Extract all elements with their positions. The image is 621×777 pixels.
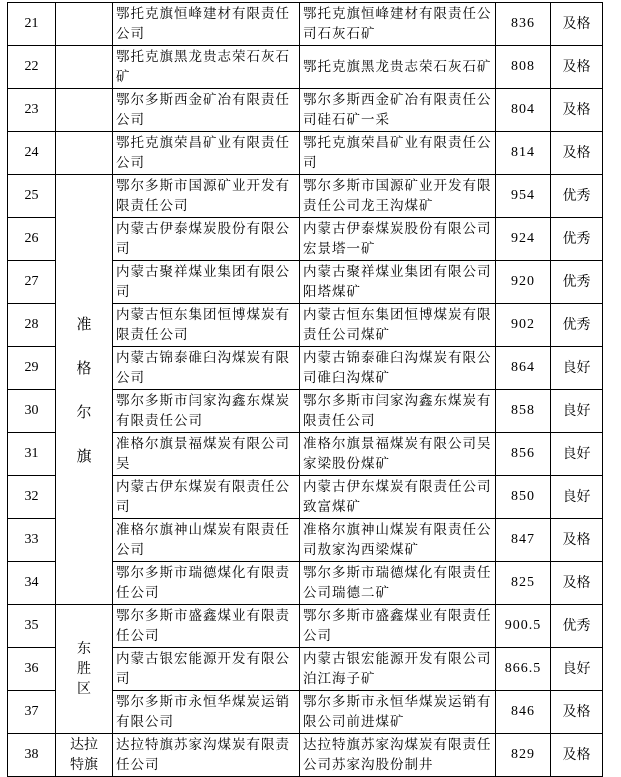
company-name: 准格尔旗景福煤炭有限公司吴: [113, 433, 300, 476]
mine-name: 内蒙古银宏能源开发有限公司泊江海子矿: [300, 648, 496, 691]
company-name: 鄂尔多斯西金矿冶有限责任公司: [113, 89, 300, 132]
score: 954: [496, 175, 551, 218]
region-cell: [56, 3, 113, 46]
mine-name: 鄂尔多斯市盛鑫煤业有限责任公司: [300, 605, 496, 648]
table-row: [8, 89, 603, 132]
region-label: 东胜区: [77, 641, 91, 697]
grade: 良好: [551, 648, 603, 691]
table-row: [8, 605, 603, 648]
grade: 优秀: [551, 218, 603, 261]
company-name: 内蒙古锦泰碓臼沟煤炭有限公司: [113, 347, 300, 390]
table-row: [8, 175, 603, 218]
score: 829: [496, 734, 551, 777]
row-number: 30: [8, 390, 56, 433]
score: 924: [496, 218, 551, 261]
company-name: 鄂托克旗恒峰建材有限责任公司: [113, 3, 300, 46]
score: 814: [496, 132, 551, 175]
table-row: [8, 132, 603, 175]
company-name: 鄂尔多斯市闫家沟鑫东煤炭有限责任公司: [113, 390, 300, 433]
grade: 及格: [551, 519, 603, 562]
grade: 及格: [551, 691, 603, 734]
row-number: 24: [8, 132, 56, 175]
grade: 优秀: [551, 261, 603, 304]
region-dongsheng: [56, 605, 113, 734]
company-name: 鄂尔多斯市永恒华煤炭运销有限公司: [113, 691, 300, 734]
mine-name: 内蒙古聚祥煤业集团有限公司阳塔煤矿: [300, 261, 496, 304]
mine-name: 鄂尔多斯西金矿冶有限责任公司硅石矿一采: [300, 89, 496, 132]
score: 856: [496, 433, 551, 476]
company-name: 鄂尔多斯市国源矿业开发有限责任公司: [113, 175, 300, 218]
mine-evaluation-table: [7, 2, 603, 777]
grade: 优秀: [551, 175, 603, 218]
row-number: 29: [8, 347, 56, 390]
score: 902: [496, 304, 551, 347]
mine-name: 内蒙古锦泰碓臼沟煤炭有限公司碓臼沟煤矿: [300, 347, 496, 390]
company-name: 鄂托克旗黑龙贵志荣石灰石矿: [113, 46, 300, 89]
score: 900.5: [496, 605, 551, 648]
score: 858: [496, 390, 551, 433]
company-name: 内蒙古恒东集团恒博煤炭有限责任公司: [113, 304, 300, 347]
score: 846: [496, 691, 551, 734]
grade: 及格: [551, 132, 603, 175]
region-zhungeer: [56, 175, 113, 605]
company-name: 内蒙古银宏能源开发有限公司: [113, 648, 300, 691]
grade: 及格: [551, 562, 603, 605]
mine-name: 鄂尔多斯市闫家沟鑫东煤炭有限责任公司: [300, 390, 496, 433]
grade: 良好: [551, 390, 603, 433]
mine-name: 鄂尔多斯市国源矿业开发有限责任公司龙王沟煤矿: [300, 175, 496, 218]
region-dalate: [56, 734, 113, 777]
mine-name: 鄂托克旗荣昌矿业有限责任公司: [300, 132, 496, 175]
row-number: 34: [8, 562, 56, 605]
region-cell: [56, 46, 113, 89]
grade: 良好: [551, 433, 603, 476]
region-cell: [56, 132, 113, 175]
row-number: 21: [8, 3, 56, 46]
score: 864: [496, 347, 551, 390]
company-name: 鄂托克旗荣昌矿业有限责任公司: [113, 132, 300, 175]
row-number: 35: [8, 605, 56, 648]
grade: 良好: [551, 347, 603, 390]
row-number: 33: [8, 519, 56, 562]
region-cell: [56, 89, 113, 132]
row-number: 22: [8, 46, 56, 89]
score: 920: [496, 261, 551, 304]
mine-name: 鄂尔多斯市瑞德煤化有限责任公司瑞德二矿: [300, 562, 496, 605]
company-name: 鄂尔多斯市盛鑫煤业有限责任公司: [113, 605, 300, 648]
grade: 及格: [551, 734, 603, 777]
score: 866.5: [496, 648, 551, 691]
row-number: 31: [8, 433, 56, 476]
grade: 优秀: [551, 304, 603, 347]
row-number: 28: [8, 304, 56, 347]
row-number: 23: [8, 89, 56, 132]
mine-name: 鄂托克旗黑龙贵志荣石灰石矿: [300, 46, 496, 89]
grade: 良好: [551, 476, 603, 519]
mine-name: 鄂尔多斯市永恒华煤炭运销有限公司前进煤矿: [300, 691, 496, 734]
row-number: 36: [8, 648, 56, 691]
company-name: 内蒙古伊泰煤炭股份有限公司: [113, 218, 300, 261]
score: 850: [496, 476, 551, 519]
row-number: 27: [8, 261, 56, 304]
table-row: [8, 734, 603, 777]
grade: 及格: [551, 89, 603, 132]
score: 808: [496, 46, 551, 89]
company-name: 准格尔旗神山煤炭有限责任公司: [113, 519, 300, 562]
mine-name: 内蒙古伊东煤炭有限责任公司致富煤矿: [300, 476, 496, 519]
table-row: [8, 46, 603, 89]
row-number: 32: [8, 476, 56, 519]
mine-name: 内蒙古恒东集团恒博煤炭有限责任公司煤矿: [300, 304, 496, 347]
row-number: 37: [8, 691, 56, 734]
region-label: 达拉特旗: [70, 737, 98, 773]
score: 847: [496, 519, 551, 562]
row-number: 38: [8, 734, 56, 777]
table-row: [8, 3, 603, 46]
mine-name: 内蒙古伊泰煤炭股份有限公司宏景塔一矿: [300, 218, 496, 261]
score: 825: [496, 562, 551, 605]
score: 836: [496, 3, 551, 46]
grade: 及格: [551, 3, 603, 46]
mine-name: 准格尔旗神山煤炭有限责任公司敖家沟西梁煤矿: [300, 519, 496, 562]
mine-name: 鄂托克旗恒峰建材有限责任公司石灰石矿: [300, 3, 496, 46]
company-name: 达拉特旗苏家沟煤炭有限责任公司: [113, 734, 300, 777]
grade: 及格: [551, 46, 603, 89]
row-number: 25: [8, 175, 56, 218]
mine-name: 达拉特旗苏家沟煤炭有限责任公司苏家沟股份制井: [300, 734, 496, 777]
grade: 优秀: [551, 605, 603, 648]
company-name: 内蒙古伊东煤炭有限责任公司: [113, 476, 300, 519]
company-name: 鄂尔多斯市瑞德煤化有限责任公司: [113, 562, 300, 605]
score: 804: [496, 89, 551, 132]
mine-name: 准格尔旗景福煤炭有限公司吴家梁股份煤矿: [300, 433, 496, 476]
company-name: 内蒙古聚祥煤业集团有限公司: [113, 261, 300, 304]
row-number: 26: [8, 218, 56, 261]
region-label: 准格尔旗: [76, 314, 92, 465]
